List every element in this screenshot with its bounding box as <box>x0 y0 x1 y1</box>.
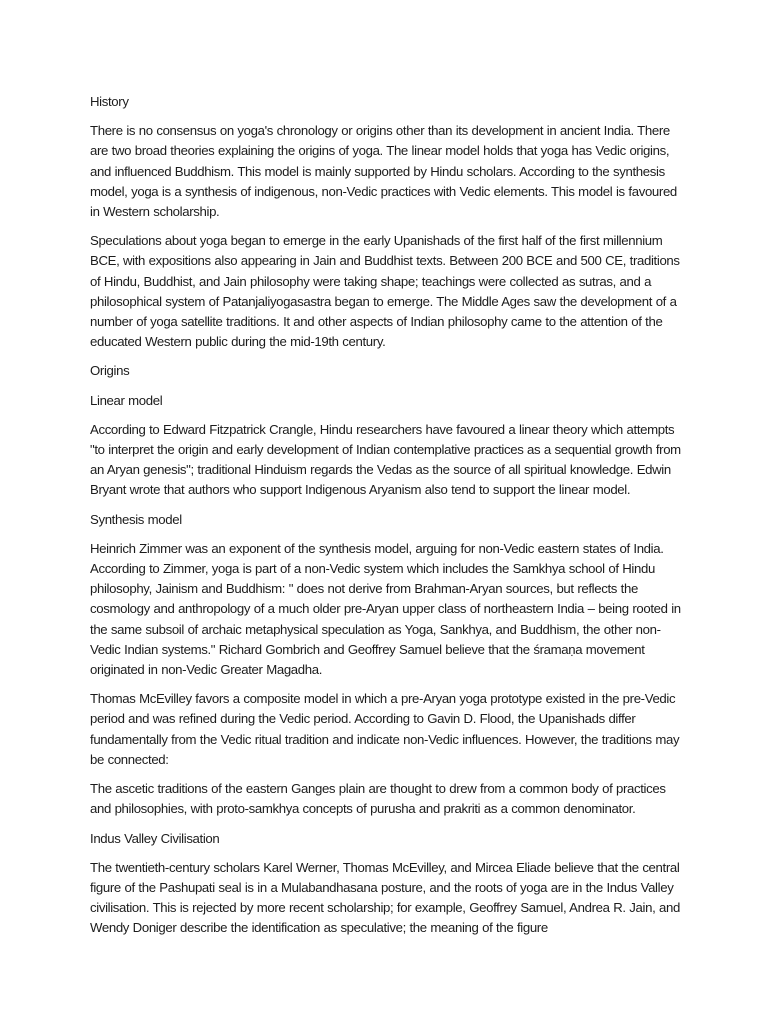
section-heading-history: History <box>90 94 129 109</box>
section-heading-indus-valley: Indus Valley Civilisation <box>90 830 220 846</box>
paragraph-zimmer: Heinrich Zimmer was an exponent of the synthesis model, arguing for non-Vedic eastern states of India. According to Zimmer, yoga is part of a non-Vedic system which includes the Samkhya school of Hindu philosophy, Jainism and Buddhism: " does not derive from Brahman-Aryan sources, but reflects the cosmology and anthropology of a much older pre-Aryan upper class of northeastern India – being rooted in the same subsoil of archaic metaphysical speculation as Yoga, Sankhya, and Buddhism, the other non-Vedic Indian systems." Richard Gombrich and Geoffrey Samuel believe that the śramaṇa movement originated in non-Vedic Greater Magadha. <box>90 540 681 678</box>
paragraph-pashupati-seal: The twentieth-century scholars Karel Werner, Thomas McEvilley, and Mircea Eliade believe that the central figure of the Pashupati seal is in a Mulabandhasana posture, and the roots of yoga are in the Indus Valley civilisation. This is rejected by more recent scholarship; for example, Geoffrey Samuel, Andrea R. Jain, and Wendy Doniger describe the identification as speculative; the meaning of the figure <box>90 859 680 936</box>
paragraph-mcevilley: Thomas McEvilley favors a composite model in which a pre-Aryan yoga prototype existed in the pre-Vedic period and was refined during the Vedic period. According to Gavin D. Flood, the Upanishads differ fundamentally from the Vedic ritual tradition and indicate non-Vedic influences. However, the traditions may be connected: <box>90 691 680 767</box>
document-page <box>90 92 690 948</box>
paragraph-ascetic-traditions: The ascetic traditions of the eastern Ganges plain are thought to drew from a common body of practices and philosophies, with proto-samkhya concepts of purusha and prakriti as a common denominator. <box>90 781 666 817</box>
section-heading-synthesis-model: Synthesis model <box>90 511 182 527</box>
paragraph-chronology: There is no consensus on yoga's chronology or origins other than its development in ancient India. There are two broad theories explaining the origins of yoga. The linear model holds that yoga has Vedic origins, and influenced Buddhism. This model is mainly supported by Hindu scholars. According to the synthesis model, yoga is a synthesis of indigenous, non-Vedic practices with Vedic elements. This model is favoured in Western scholarship. <box>90 123 677 220</box>
paragraph-speculations: Speculations about yoga began to emerge in the early Upanishads of the first half of the first millennium BCE, with expositions also appearing in Jain and Buddhist texts. Between 200 BCE and 500 CE, traditions of Hindu, Buddhist, and Jain philosophy were taking shape; teachings were collected as sutras, and a philosophical system of Patanjaliyogasastra began to emerge. The Middle Ages saw the development of a number of yoga satellite traditions. It and other aspects of Indian philosophy came to the attention of the educated Western public during the mid-19th century. <box>90 233 680 350</box>
section-heading-linear-model: Linear model <box>90 392 163 408</box>
paragraph-linear-model: According to Edward Fitzpatrick Crangle, Hindu researchers have favoured a linear theory which attempts "to interpret the origin and early development of Indian contemplative practices as a sequential growth from an Aryan genesis"; traditional Hinduism regards the Vedas as the source of all spiritual knowledge. Edwin Bryant wrote that authors who support Indigenous Aryanism also tend to support the linear model. <box>90 421 681 498</box>
section-heading-origins: Origins <box>90 363 130 379</box>
